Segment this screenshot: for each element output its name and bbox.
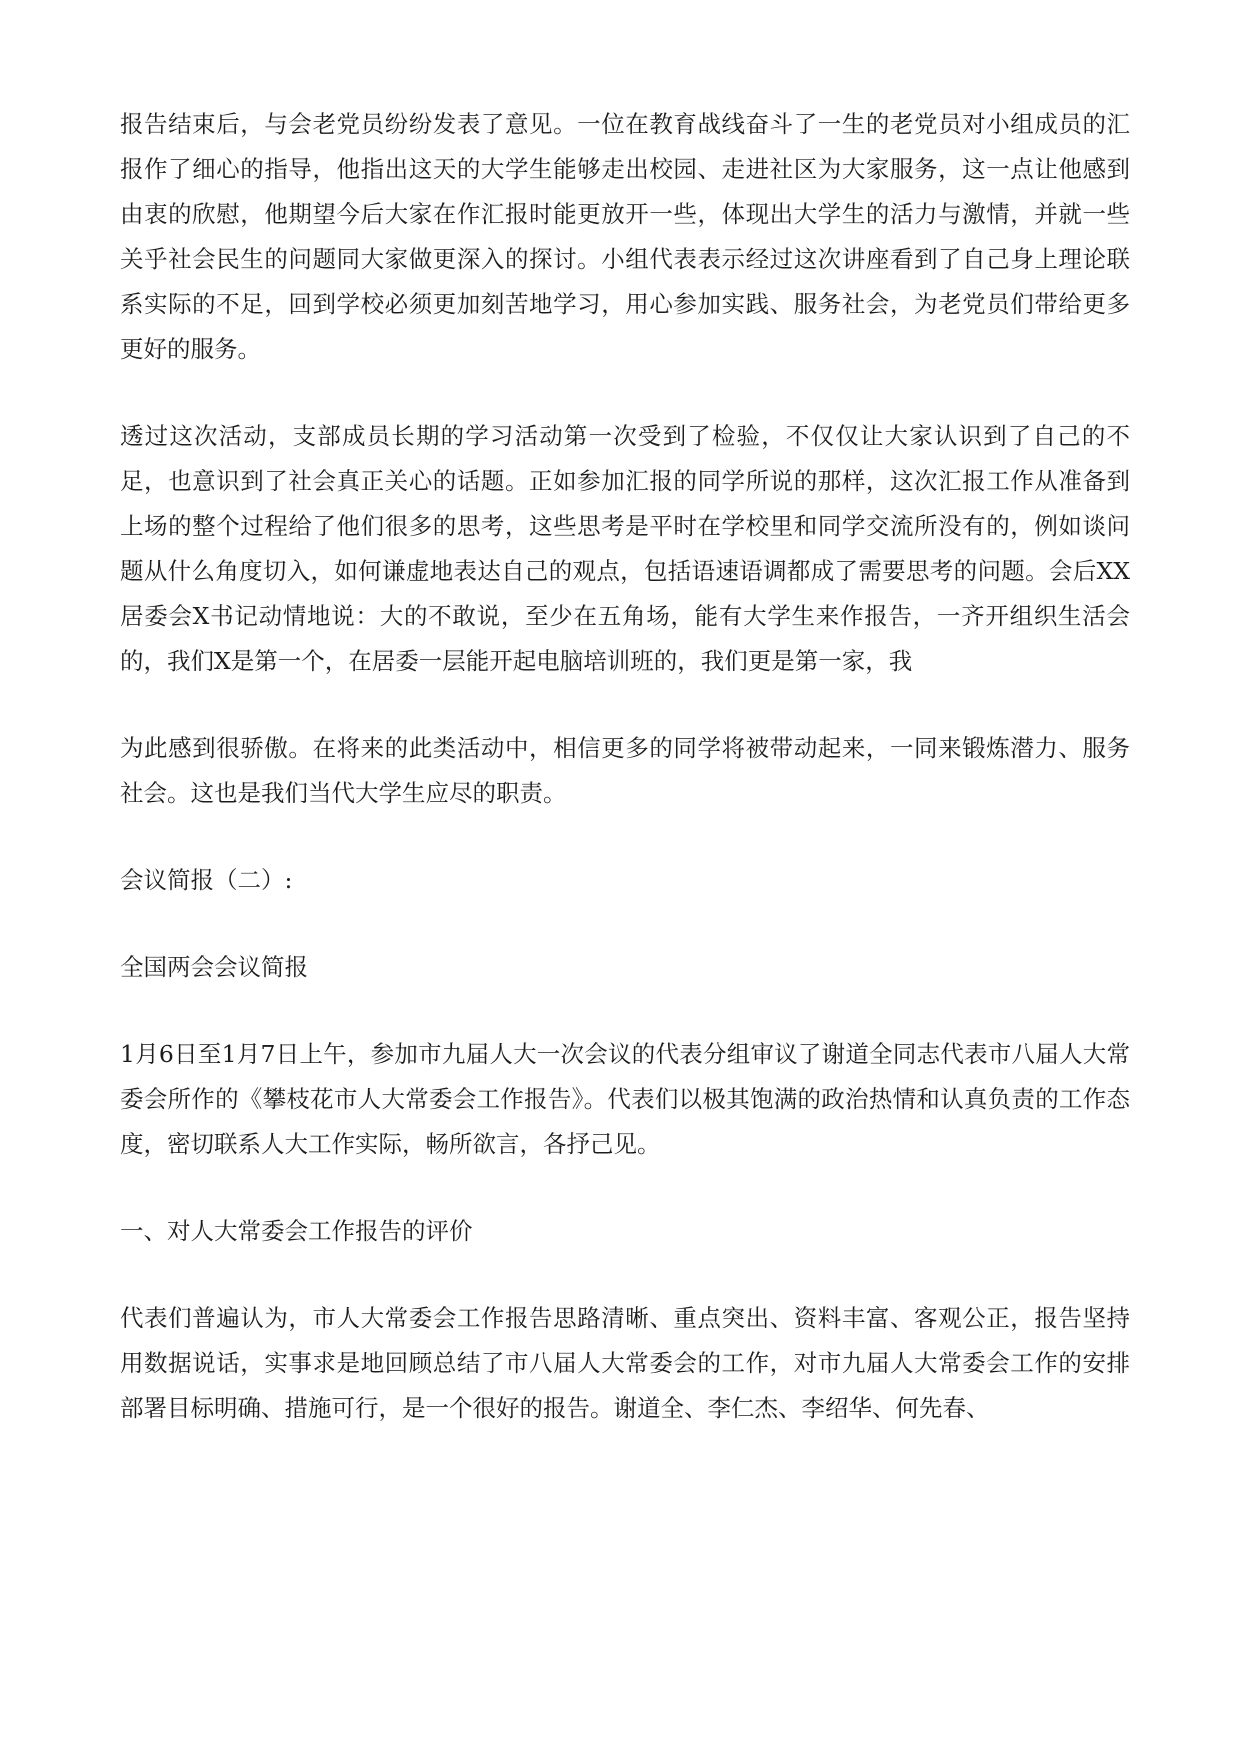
paragraph-meeting-summary: 1月6日至1月7日上午，参加市九届人大一次会议的代表分组审议了谢道全同志代表市八届人大常委会所作的《攀枝花市人大常委会工作报告》。代表们以极其饱满的政治热情和认真负责的工作态度，密切联系人大工作实际，畅所欲言，各抒己见。 (120, 1040, 1130, 1158)
paragraph-activity-reflection: 透过这次活动，支部成员长期的学习活动第一次受到了检验，不仅仅让大家认识到了自己的不足，也意识到了社会真正关心的话题。正如参加汇报的同学所说的那样，这次汇报工作从准备到上场的整个过程给了他们很多的思考，这些思考是平时在学校里和同学交流所没有的，例如谈问题从什么角度切入，如何谦虚地表达自己的观点，包括语速语调都成了需要思考的问题。会后XX居委会X书记动情地说：大的不敢说，至少在五角场，能有大学生来作报告，一齐开组织生活会的，我们X是第一个，在居委一层能开起电脑培训班的，我们更是第一家，我 (120, 422, 1130, 675)
paragraph-evaluation: 代表们普遍认为，市人大常委会工作报告思路清晰、重点突出、资料丰富、客观公正，报告坚持用数据说话，实事求是地回顾总结了市八届人大常委会的工作，对市九届人大常委会工作的安排部署目标明确、措施可行，是一个很好的报告。谢道全、李仁杰、李绍华、何先春、 (120, 1304, 1130, 1422)
section-heading-brief-two: 会议简报（二）: (120, 866, 293, 894)
paragraph-report-feedback: 报告结束后，与会老党员纷纷发表了意见。一位在教育战线奋斗了一生的老党员对小组成员的汇报作了细心的指导，他指出这天的大学生能够走出校园、走进社区为大家服务，这一点让他感到由衷的欣慰，他期望今后大家在作汇报时能更放开一些，体现出大学生的活力与激情，并就一些关乎社会民生的问题同大家做更深入的探讨。小组代表表示经过这次讲座看到了自己身上理论联系实际的不足，回到学校必须更加刻苦地学习，用心参加实践、服务社会，为老党员们带给更多更好的服务。 (120, 110, 1130, 363)
paragraph-pride: 为此感到很骄傲。在将来的此类活动中，相信更多的同学将被带动起来，一同来锻炼潜力、服务社会。这也是我们当代大学生应尽的职责。 (120, 734, 1130, 807)
document-body (120, 102, 1130, 1473)
section-title-two-sessions: 全国两会会议简报 (120, 953, 308, 981)
section-heading-evaluation: 一、对人大常委会工作报告的评价 (120, 1217, 473, 1245)
